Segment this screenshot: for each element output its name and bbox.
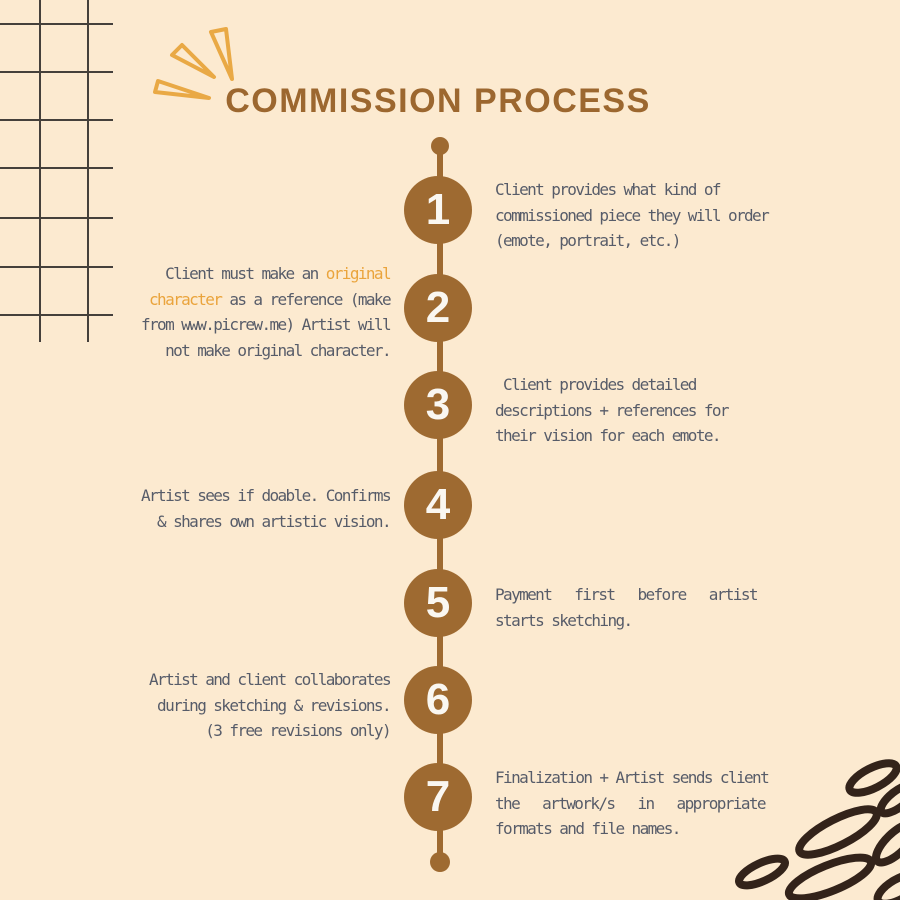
step-3-text (495, 372, 815, 449)
text-line: & shares own artistic vision. (157, 511, 390, 531)
text-line: starts sketching. (495, 610, 632, 630)
step-4-circle (404, 471, 472, 539)
step-6-number: 6 (425, 675, 451, 724)
text-line: Payment first before artist (495, 585, 757, 604)
step-2-number: 2 (425, 283, 451, 332)
text-line (100, 261, 390, 287)
text-line: formats and file names. (495, 819, 680, 838)
text-line: descriptions + references for (495, 400, 728, 420)
text-line: Finalization + Artist sends client (495, 768, 769, 787)
text-line: not make original character. (165, 340, 390, 360)
step-5-text (495, 582, 815, 633)
text-line: Client provides what kind of (495, 180, 720, 199)
step-1-text (495, 177, 815, 254)
page-title: COMMISSION PROCESS (225, 82, 651, 120)
text-line: Artist sees if doable. Confirms (140, 486, 390, 505)
step-1-number: 1 (425, 185, 451, 234)
step-2-circle (404, 274, 472, 342)
step-6-text (100, 667, 390, 744)
timeline-start-dot (431, 137, 449, 155)
step-1-circle (404, 176, 472, 244)
step-7-text (495, 765, 815, 842)
text-line: Client provides detailed (495, 375, 696, 394)
step-3-circle (404, 371, 472, 439)
text-segment: as a reference (make (221, 289, 390, 309)
timeline-end-dot (430, 852, 450, 872)
text-line: Artist and client collaborates (149, 670, 390, 689)
text-line: (3 free revisions only) (205, 721, 390, 740)
step-2-text (100, 261, 390, 363)
text-line: their vision for each emote. (495, 426, 720, 445)
step-5-circle (404, 569, 472, 637)
step-4-number: 4 (425, 480, 451, 529)
step-7-number: 7 (425, 772, 451, 821)
text-line (100, 287, 390, 313)
step-6-circle (404, 666, 472, 734)
text-line: the artwork/s in appropriate (495, 793, 765, 813)
text-line: commissioned piece they will order (495, 205, 769, 225)
text-segment: Client must make an (165, 264, 326, 283)
text-line: from www.picrew.me) Artist will (140, 315, 390, 334)
text-line: during sketching & revisions. (157, 695, 390, 715)
step-5-number: 5 (425, 578, 451, 627)
highlighted-text: original (325, 264, 390, 283)
step-4-text (100, 483, 390, 534)
text-line: (emote, portrait, etc.) (495, 231, 680, 250)
step-3-number: 3 (425, 380, 451, 429)
grid-pattern-icon (0, 0, 113, 342)
step-7-circle (404, 763, 472, 831)
highlighted-text: character (149, 289, 222, 309)
